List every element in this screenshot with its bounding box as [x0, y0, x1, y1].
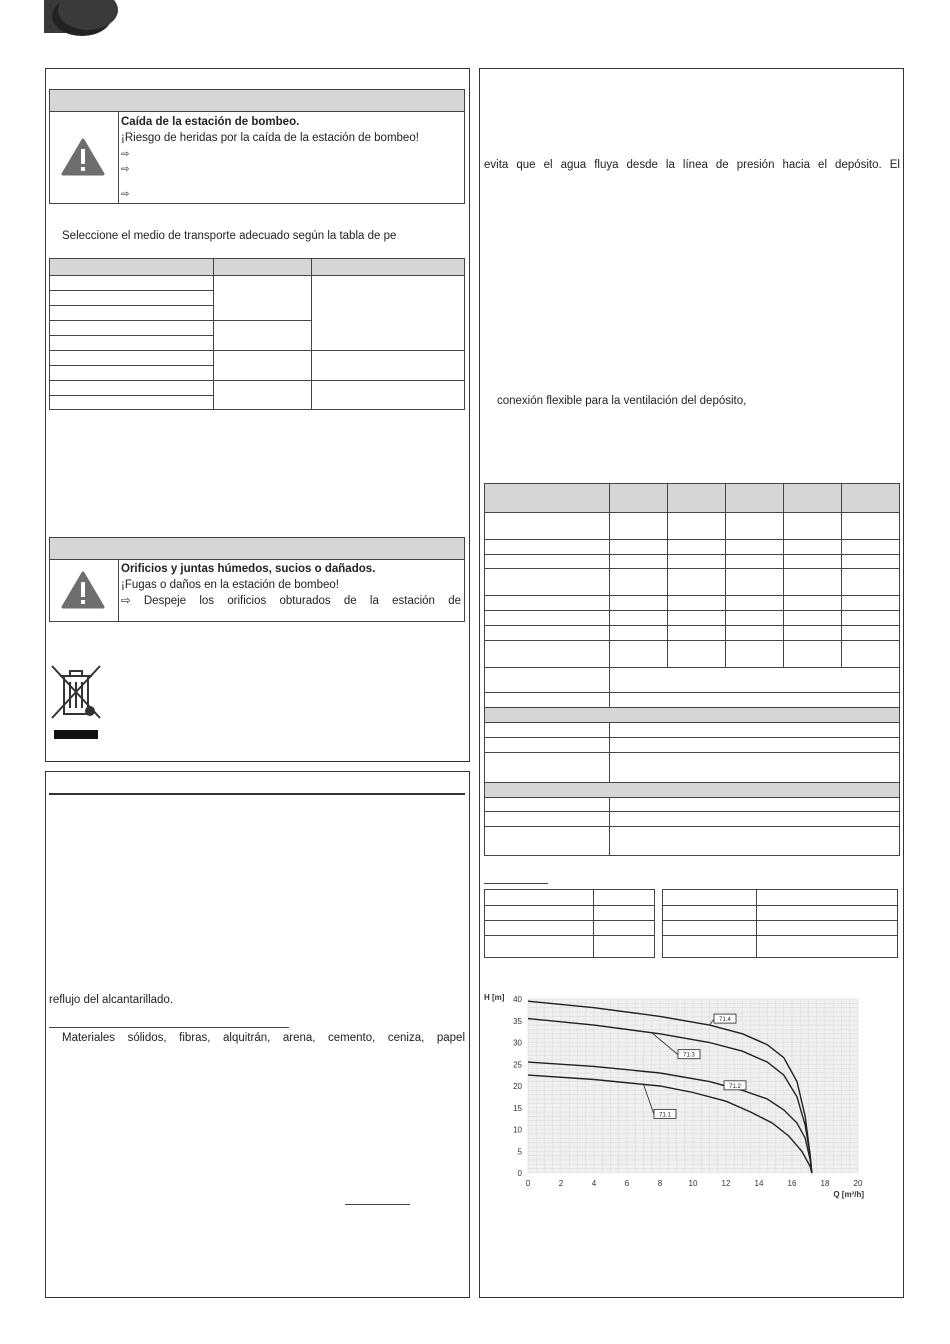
y-tick-label: 25: [513, 1060, 522, 1070]
warning-header: [50, 90, 464, 112]
warning-title: Caída de la estación de bombeo.: [121, 116, 300, 128]
table-header-row: [485, 484, 899, 513]
x-tick-label: 2: [558, 1179, 564, 1188]
y-axis-label: H [m]: [484, 993, 505, 1002]
series-label: 71.2: [729, 1083, 741, 1090]
table-section-row: [485, 707, 899, 723]
arrow-icon: ⇨: [121, 164, 130, 175]
warning-box-fall: [49, 89, 465, 204]
warning-text: ¡Riesgo de heridas por la caída de la estación de bombeo!: [121, 132, 419, 144]
reflux-text: reflujo del alcantarillado.: [49, 994, 174, 1006]
weee-crossed-bin-icon: [50, 664, 102, 740]
warning-icon-cell: [50, 112, 119, 204]
x-tick-label: 8: [657, 1179, 663, 1188]
warning-action: ⇨ Despeje los orificios obturados de la estación de: [121, 595, 461, 607]
vent-text: conexión flexible para la ventilación del depósito,: [497, 395, 747, 407]
transport-text: Seleccione el medio de transporte adecuado según la tabla de pe: [62, 230, 397, 242]
x-axis-label: Q [m³/h]: [833, 1190, 864, 1199]
x-tick-label: 4: [591, 1179, 597, 1188]
tech-data-table: [484, 483, 900, 856]
y-tick-label: 5: [517, 1147, 522, 1157]
small-table-right: [662, 889, 898, 958]
series-label: 71.4: [719, 1017, 731, 1024]
valve-text: evita que el agua fluya desde la línea de presión hacia el depósito. El: [484, 159, 900, 171]
warning-triangle-icon: [61, 571, 105, 609]
underline-mark: [345, 1204, 410, 1205]
warning-text: ¡Fugas o daños en la estación de bombeo!: [121, 579, 340, 591]
warning-title: Orificios y juntas húmedos, sucios o dañados.: [121, 563, 376, 575]
y-tick-label: 30: [513, 1038, 522, 1048]
x-tick-label: 10: [688, 1179, 698, 1188]
series-label: 71.3: [683, 1052, 695, 1059]
table-header-row: [50, 259, 464, 276]
y-tick-label: 15: [513, 1103, 522, 1113]
x-tick-label: 12: [721, 1179, 731, 1188]
section-tab: [44, 0, 101, 33]
table-section-row: [485, 782, 899, 798]
warning-header: [50, 538, 464, 560]
warning-box-seals: [49, 537, 465, 622]
y-tick-label: 20: [513, 1082, 522, 1091]
series-label: 71.1: [659, 1112, 671, 1119]
materials-text: Materiales sólidos, fibras, alquitrán, arena, cemento, ceniza, papel: [62, 1032, 465, 1044]
small-table-left: [484, 889, 655, 958]
arrow-icon: ⇨: [121, 189, 130, 200]
transport-table: [49, 258, 465, 410]
subsection-rule: [484, 883, 548, 884]
subsection-rule: [49, 1027, 289, 1028]
section-rule: [49, 793, 465, 795]
warning-triangle-icon: [61, 138, 105, 176]
x-tick-label: 6: [624, 1179, 630, 1188]
y-tick-label: 35: [513, 1016, 522, 1026]
x-tick-label: 16: [787, 1179, 797, 1188]
warning-icon-cell: [50, 560, 119, 622]
y-tick-label: 10: [513, 1125, 522, 1135]
x-tick-label: 14: [754, 1179, 764, 1188]
x-tick-label: 0: [525, 1179, 531, 1188]
y-tick-label: 40: [513, 995, 522, 1004]
x-tick-label: 18: [820, 1179, 830, 1188]
x-tick-label: 20: [853, 1179, 863, 1188]
arrow-icon: ⇨: [121, 149, 130, 160]
y-tick-label: 0: [517, 1169, 522, 1178]
pump-curve-chart: [480, 985, 880, 1210]
